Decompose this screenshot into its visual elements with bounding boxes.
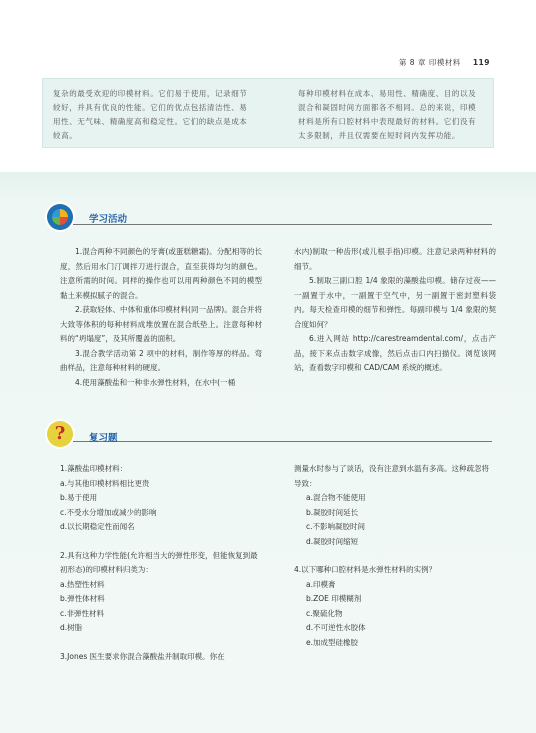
- review-body: [60, 462, 496, 678]
- answer-option[interactable]: a.与其他印模材料相比更贵: [60, 478, 150, 488]
- intro-box: [42, 78, 494, 148]
- activities-icon: [47, 204, 73, 230]
- question-3: [60, 650, 262, 665]
- review-header: [47, 421, 492, 447]
- question-stem: 4.以下哪种口腔材料是水弹性材料的实例？: [294, 565, 437, 574]
- answer-option[interactable]: b.凝胶时间延长: [306, 507, 359, 517]
- intro-box-right: 每种印模材料在成本、易用性、精确度、目的以及混合和凝固时间方面都各不相同。总的来说，印模材料是所有口腔材料中表现最好的材料。它们没有太多限制，并且仅需要在短时间内发挥功能。: [298, 89, 477, 140]
- activity-item: 水内)制取一种齿形(或儿根手指)印模。注意记录两种材料的细节。: [294, 247, 496, 271]
- question-2: [60, 549, 262, 636]
- answer-option[interactable]: d.树脂: [60, 623, 83, 632]
- activity-item: 4.使用藻酸盐和一种非水弹性材料，在水中(一桶: [75, 377, 236, 387]
- activities-rule: [73, 224, 492, 225]
- activity-item: 5.制取三副口腔 1/4 象限的藻酸盐印模。储存过夜——一副置于水中，一副置于空气中，另一副置于密封塑料袋内。每天检查印模的细节和弹性。每副印模与 1/4 象限的契合度如何？: [294, 276, 496, 329]
- answer-option[interactable]: d.不可逆性水胶体: [306, 623, 366, 632]
- answer-option[interactable]: b.弹性体材料: [60, 594, 105, 603]
- activities-right-column: [278, 245, 496, 390]
- question-3-continued: [294, 462, 496, 549]
- answer-option[interactable]: c.不影响凝胶时间: [306, 522, 366, 531]
- answer-option[interactable]: a.热塑性材料: [60, 579, 105, 589]
- activities-left-column: [60, 245, 278, 390]
- question-1: [60, 462, 262, 535]
- answer-option[interactable]: a.混合物不能使用: [306, 493, 366, 502]
- activity-item: 6.进入网站 http://carestreamdental.com/，点击产品，接下来点击数字成像，然后点击口内扫描仪。浏览该网站，查看数字印模和 CAD/CAM 系统的概述。: [294, 334, 496, 372]
- question-mark-icon: ?: [47, 421, 73, 447]
- review-right-column: [278, 462, 496, 678]
- page-header: [0, 0, 536, 75]
- answer-option[interactable]: c.不受水分增加或减少的影响: [60, 507, 157, 517]
- answer-option[interactable]: c.非弹性材料: [60, 608, 105, 618]
- activity-item: 1.混合两种不同颜色的牙膏(或蛋糕糖霜)。分配相等的长度，然后用水门汀调拌刀进行混合，直至获得均匀的颜色。注意所需的时间。同样的操作也可以用两种颜色不同的模型黏土来模拟腻子的混合。: [60, 247, 262, 300]
- question-stem-continued: 测量水时参与了谈话，没有注意到水温有多高。这种疏忽将导致：: [294, 464, 489, 488]
- review-rule: [73, 441, 492, 442]
- activities-title: 学习活动: [89, 214, 128, 225]
- question-stem: 1.藻酸盐印模材料：: [60, 464, 128, 473]
- intro-box-left: 复杂的最受欢迎的印模材料。它们易于使用，记录细节较好，并具有优良的性能。它们的优点包括清洁性、易用性、无气味、精确度高和稳定性。它们的缺点是成本较高。: [53, 89, 248, 140]
- answer-option[interactable]: e.加成型硅橡胶: [306, 637, 358, 647]
- activity-item: 2.获取轻体、中体和重体印模材料(同一品牌)。混合并将大致等体积的每种材料成堆放置在混合纸垫上。注意每种材料的“坍塌度”，及其所覆盖的面积。: [60, 305, 262, 343]
- page-number: 119: [472, 58, 490, 67]
- review-title: 复习题: [89, 433, 118, 444]
- answer-option[interactable]: d.凝胶时间缩短: [306, 536, 359, 546]
- activities-header: [47, 204, 492, 230]
- answer-option[interactable]: c.聚硫化物: [306, 608, 343, 618]
- question-stem: 3.Jones 医生要求你混合藻酸盐并制取印模。你在: [60, 651, 225, 661]
- question-stem: 2.具有这种力学性能(允许相当大的弹性形变，但能恢复到最初形态)的印模材料归类为：: [60, 550, 258, 574]
- answer-option[interactable]: d.以长期稳定性而闻名: [60, 522, 135, 531]
- answer-option[interactable]: a.印模膏: [306, 579, 336, 589]
- chapter-title: 第 8 章 印模材料: [398, 58, 461, 67]
- running-head: [399, 57, 490, 68]
- answer-option[interactable]: b.易于使用: [60, 493, 98, 502]
- review-left-column: [60, 462, 278, 678]
- activity-item: 3.混合教学活动第 2 项中的材料，制作等厚的样品。弯曲样品，注意每种材料的硬度。: [60, 348, 262, 372]
- activities-body: [60, 245, 496, 390]
- question-4: [294, 563, 496, 650]
- answer-option[interactable]: b.ZOE 印模糊剂: [306, 594, 362, 603]
